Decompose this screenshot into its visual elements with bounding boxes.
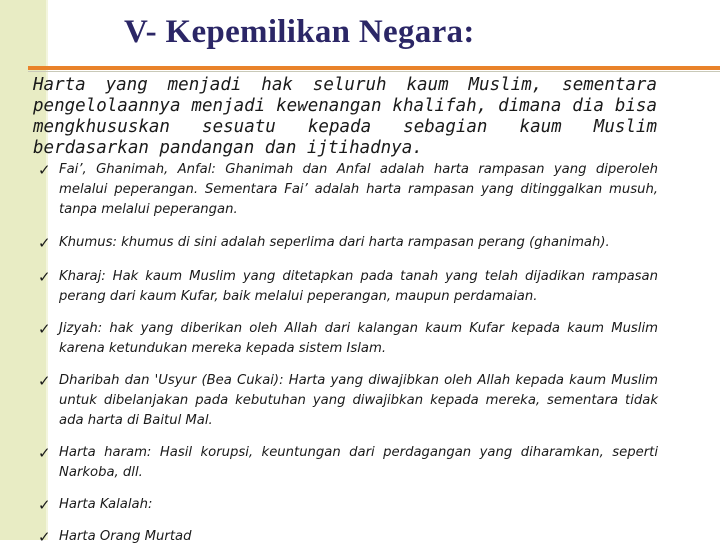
list-item-text xyxy=(59,160,658,220)
item-term: Jizyah: xyxy=(59,321,103,336)
list-item-kharaj xyxy=(38,267,658,307)
intro-paragraph xyxy=(33,75,657,159)
intro-line: Harta yang menjadi hak seluruh kaum Muslim, sementara xyxy=(33,75,657,95)
item-description: hak yang diberikan oleh Allah dari kalangan kaum Kufar kepada kaum Muslim karena ketundukan mereka kepada sistem Islam. xyxy=(59,321,658,356)
list-item-jizyah xyxy=(38,319,658,359)
checkmark-icon: ✓ xyxy=(38,528,51,546)
list-item-khumus xyxy=(38,233,658,253)
intro-line: berdasarkan pandangan dan ijtihadnya. xyxy=(33,138,423,158)
list-item-harta-kalalah xyxy=(38,495,658,515)
list-item-text xyxy=(59,371,658,431)
list-item-text xyxy=(59,527,658,547)
checkmark-icon: ✓ xyxy=(38,234,51,252)
checkmark-icon: ✓ xyxy=(38,320,51,338)
list-item-text xyxy=(59,495,658,515)
checkmark-icon: ✓ xyxy=(38,268,51,286)
item-description: Ghanimah dan Anfal adalah harta rampasan yang diperoleh melalui peperangan. Sementara Fai’ adalah harta rampasan yang ditinggalkan musuh, tanpa melalui peperangan. xyxy=(59,162,658,217)
item-term: Harta Kalalah: xyxy=(59,497,153,512)
list-item-harta-haram xyxy=(38,443,658,483)
item-description: khumus di sini adalah seperlima dari harta rampasan perang (ghanimah). xyxy=(121,235,610,250)
item-description: Harta yang diwajibkan oleh Allah kepada kaum Muslim untuk dibelanjakan pada kebutuhan yang diwajibkan kepada mereka, sementara tidak ada harta di Baitul Mal. xyxy=(59,373,658,428)
checkmark-icon: ✓ xyxy=(38,372,51,390)
title-divider-shadow xyxy=(28,71,720,72)
intro-line: pengelolaannya menjadi kewenangan khalifah, dimana dia bisa xyxy=(33,96,657,116)
list-item-text xyxy=(59,233,658,253)
revenue-type-list xyxy=(38,160,658,547)
list-item-harta-orang-murtad xyxy=(38,527,658,547)
list-item-text xyxy=(59,443,658,483)
slide-title: V- Kepemilikan Negara: xyxy=(124,14,475,50)
checkmark-icon: ✓ xyxy=(38,444,51,462)
list-item-text xyxy=(59,319,658,359)
list-item-text xyxy=(59,267,658,307)
item-term: Khumus: xyxy=(59,235,117,250)
checkmark-icon: ✓ xyxy=(38,161,51,179)
item-term: Dharibah dan 'Usyur (Bea Cukai): xyxy=(59,373,284,388)
title-divider xyxy=(28,66,720,70)
item-term: Fai’, Ghanimah, Anfal: xyxy=(59,162,216,177)
intro-line: mengkhususkan sesuatu kepada sebagian kaum Muslim xyxy=(33,117,657,137)
checkmark-icon: ✓ xyxy=(38,496,51,514)
item-description: Hak kaum Muslim yang ditetapkan pada tanah yang telah dijadikan rampasan perang dari kaum Kufar, baik melalui peperangan, maupun perdamaian. xyxy=(59,269,658,304)
item-term: Harta haram: xyxy=(59,445,152,460)
item-term: Harta Orang Murtad xyxy=(59,529,192,544)
item-description: Hasil korupsi, keuntungan dari perdagangan yang diharamkan, seperti Narkoba, dll. xyxy=(59,445,658,480)
list-item-dharibah-usyur xyxy=(38,371,658,431)
item-term: Kharaj: xyxy=(59,269,106,284)
list-item-fai-ghanimah-anfal xyxy=(38,160,658,220)
